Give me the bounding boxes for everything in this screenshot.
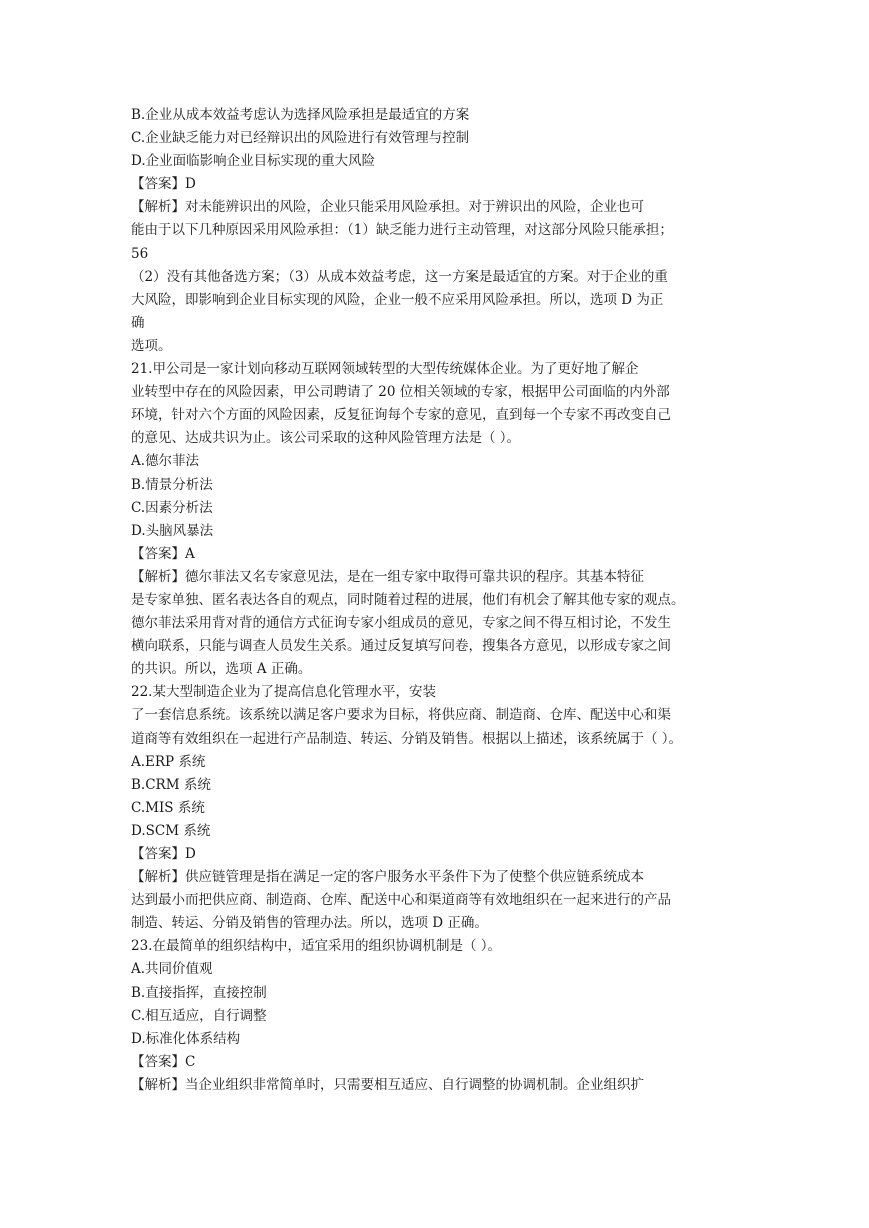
text-line: B.情景分析法 <box>131 476 213 493</box>
text-line: B.直接指挥，直接控制 <box>131 984 267 1001</box>
text-line: 56 <box>131 245 149 262</box>
text-line: 大风险，即影响到企业目标实现的风险，企业一般不应采用风险承担。所以，选项 D 为正 <box>131 291 664 308</box>
text-line: C.相互适应，自行调整 <box>131 1007 267 1024</box>
text-line: 23.在最简单的组织结构中，适宜采用的组织协调机制是（ ）。 <box>131 938 502 955</box>
text-line: A.德尔菲法 <box>131 453 200 470</box>
text-line: 制造、转运、分销及销售的管理办法。所以，选项 D 正确。 <box>131 915 488 932</box>
text-line: C.MIS 系统 <box>131 799 205 816</box>
text-line: 确 <box>131 314 145 331</box>
text-line: A.ERP 系统 <box>131 753 206 770</box>
text-line: D.头脑风暴法 <box>131 522 214 539</box>
text-line: 选项。 <box>131 337 172 354</box>
text-line: 的共识。所以，选项 A 正确。 <box>131 661 312 678</box>
text-line: 【解析】当企业组织非常简单时，只需要相互适应、自行调整的协调机制。企业组织扩 <box>131 1076 644 1093</box>
text-line: 道商等有效组织在一起进行产品制造、转运、分销及销售。根据以上描述，该系统属于（ ）。 <box>131 730 683 747</box>
text-line: A.共同价值观 <box>131 961 213 978</box>
text-line: D.企业面临影响企业目标实现的重大风险 <box>131 153 376 170</box>
text-line: C.因素分析法 <box>131 499 213 516</box>
text-line: B.CRM 系统 <box>131 776 211 793</box>
text-line: 21.甲公司是一家计划向移动互联网领域转型的大型传统媒体企业。为了更好地了解企 <box>131 361 639 378</box>
text-line: C.企业缺乏能力对已经辩识出的风险进行有效管理与控制 <box>131 130 470 147</box>
text-line: 业转型中存在的风险因素，甲公司聘请了 20 位相关领域的专家，根据甲公司面临的内外部 <box>131 384 670 401</box>
text-line: 德尔菲法采用背对背的通信方式征询专家小组成员的意见，专家之间不得互相讨论，不发生 <box>131 615 671 632</box>
text-line: 【答案】D <box>131 846 196 862</box>
text-line: 22.某大型制造企业为了提高信息化管理水平，安装 <box>131 684 436 701</box>
text-line: 【解析】供应链管理是指在满足一定的客户服务水平条件下为了使整个供应链系统成本 <box>131 869 644 886</box>
text-line: 【解析】德尔菲法又名专家意见法，是在一组专家中取得可靠共识的程序。其基本特征 <box>131 568 644 585</box>
text-line: 是专家单独、匿名表达各自的观点，同时随着过程的进展，他们有机会了解其他专家的观点。 <box>131 591 685 608</box>
text-line: 【解析】对未能辨识出的风险，企业只能采用风险承担。对于辨识出的风险，企业也可 <box>131 199 644 216</box>
text-line: 能由于以下几种原因采用风险承担：（1）缺乏能力进行主动管理，对这部分风险只能承担； <box>131 222 673 239</box>
text-line: 【答案】C <box>131 1053 196 1070</box>
text-line: （2）没有其他备选方案；（3）从成本效益考虑，这一方案是最适宜的方案。对于企业的重 <box>131 268 668 285</box>
text-line: D.标准化体系结构 <box>131 1030 241 1047</box>
document-text <box>131 104 751 1097</box>
text-line: 【答案】D <box>131 176 196 193</box>
text-line: 横向联系，只能与调查人员发生关系。通过反复填写问卷，搜集各方意见，以形成专家之间 <box>131 638 671 655</box>
text-line: 达到最小而把供应商、制造商、仓库、配送中心和渠道商等有效地组织在一起来进行的产品 <box>131 892 671 909</box>
text-line: 【答案】A <box>131 545 195 562</box>
text-line: 了一套信息系统。该系统以满足客户要求为目标，将供应商、制造商、仓库、配送中心和渠 <box>131 707 671 724</box>
text-line: 的意见、达成共识为止。该公司采取的这种风险管理方法是（ ）。 <box>131 430 521 447</box>
text-line: D.SCM 系统 <box>131 822 211 839</box>
text-line: B.企业从成本效益考虑认为选择风险承担是最适宜的方案 <box>131 107 470 123</box>
text-line: 环境，针对六个方面的风险因素，反复征询每个专家的意见，直到每一个专家不再改变自己 <box>131 407 671 424</box>
